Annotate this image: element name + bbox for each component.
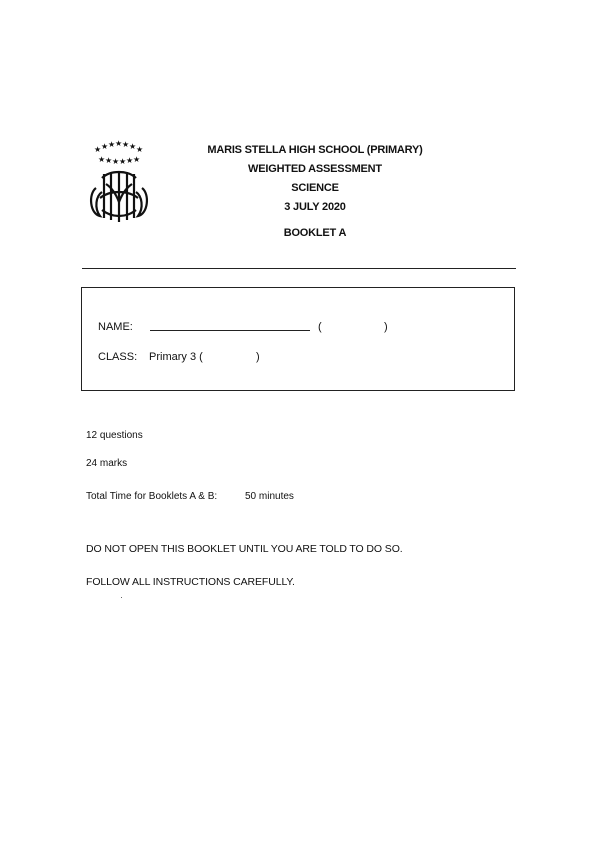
- svg-text:★: ★: [126, 156, 134, 165]
- svg-text:★: ★: [119, 157, 127, 166]
- register-number-close-paren: ): [384, 321, 388, 333]
- class-close-paren: ): [256, 351, 260, 363]
- svg-text:★: ★: [108, 140, 116, 149]
- svg-text:★: ★: [129, 142, 137, 151]
- svg-text:★: ★: [94, 145, 102, 154]
- name-field-line[interactable]: [150, 330, 310, 331]
- header-divider: [82, 268, 516, 269]
- svg-text:★: ★: [105, 156, 113, 165]
- time-value: 50 minutes: [245, 491, 294, 502]
- scan-speck: [121, 597, 122, 598]
- assessment-title: WEIGHTED ASSESSMENT: [248, 163, 382, 175]
- register-number-open-paren: (: [318, 321, 322, 333]
- time-label: Total Time for Booklets A & B:: [86, 491, 218, 502]
- svg-text:★: ★: [115, 139, 123, 148]
- svg-text:★: ★: [122, 140, 130, 149]
- svg-text:★: ★: [101, 142, 109, 151]
- instruction-do-not-open: DO NOT OPEN THIS BOOKLET UNTIL YOU ARE TOLD TO DO SO.: [86, 543, 403, 555]
- booklet-label: BOOKLET A: [283, 227, 347, 239]
- svg-text:★: ★: [112, 157, 120, 166]
- total-marks: 24 marks: [86, 458, 128, 469]
- name-label: NAME:: [98, 321, 133, 333]
- subject-title: SCIENCE: [291, 182, 339, 194]
- instruction-follow: FOLLOW ALL INSTRUCTIONS CAREFULLY.: [86, 576, 295, 588]
- svg-text:★: ★: [133, 155, 141, 164]
- svg-text:★: ★: [98, 155, 106, 164]
- svg-text:★: ★: [136, 145, 144, 154]
- student-details-box: [81, 287, 515, 391]
- school-name: MARIS STELLA HIGH SCHOOL (PRIMARY): [207, 144, 423, 156]
- question-count: 12 questions: [86, 430, 143, 441]
- school-crest-logo: [84, 138, 154, 224]
- class-value: Primary 3 (: [149, 351, 203, 363]
- exam-date: 3 JULY 2020: [284, 201, 346, 213]
- class-label: CLASS:: [98, 351, 138, 363]
